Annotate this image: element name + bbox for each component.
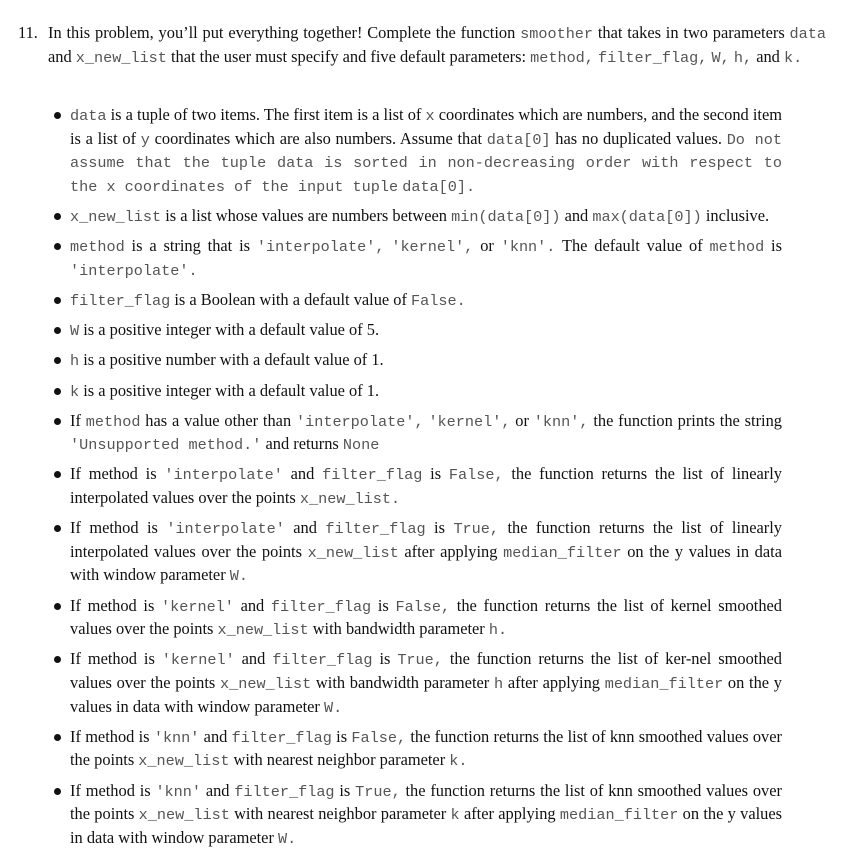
- code-token: method: [85, 412, 141, 431]
- prose-text: has no duplicated values.: [550, 128, 727, 148]
- list-item: [70, 205, 782, 229]
- code-token: x_new_list: [70, 207, 162, 226]
- code-token: x_new_list.: [299, 490, 401, 509]
- code-token: data[0]: [486, 130, 551, 149]
- code-token: min(data[0]): [451, 207, 561, 226]
- problem-11: [18, 22, 826, 69]
- code-token: 'kernel': [161, 597, 234, 616]
- code-token: 'kernel': [161, 651, 235, 670]
- code-token: x_new_list: [307, 543, 399, 562]
- code-token: k: [70, 382, 80, 401]
- prose-text: is: [422, 464, 449, 484]
- code-token: k.: [449, 752, 468, 771]
- list-item: [70, 726, 782, 773]
- code-token: median_filter: [503, 543, 622, 562]
- code-token: median_filter: [559, 806, 679, 825]
- code-token: max(data[0]): [592, 207, 702, 226]
- prose-text: If method is: [70, 464, 165, 484]
- list-item: [70, 410, 782, 457]
- code-token: 'knn',: [533, 412, 589, 431]
- code-token: False,: [351, 728, 407, 747]
- code-token: data: [789, 25, 826, 43]
- prose-text: after applying: [398, 541, 504, 561]
- prose-text: after applying: [459, 804, 560, 824]
- code-token: filter_flag: [70, 291, 171, 310]
- code-token: W.: [229, 567, 248, 586]
- prose-text: If method is: [70, 518, 167, 538]
- prose-text: and: [233, 595, 271, 615]
- code-token: W: [70, 322, 80, 341]
- prose-text: inclusive.: [701, 205, 770, 225]
- prose-text: If method is: [70, 595, 161, 615]
- code-token: 'knn'.: [500, 238, 556, 257]
- prose-text: has a value other than: [140, 410, 296, 430]
- prose-text: and: [201, 780, 235, 800]
- list-item: [70, 349, 782, 373]
- code-token: k.: [783, 48, 803, 67]
- code-token: 'knn': [155, 782, 202, 801]
- code-token: h,: [733, 48, 753, 67]
- prose-text: on the y values in data with window parameter: [70, 541, 782, 585]
- prose-text: is a string that is: [124, 236, 257, 256]
- code-token: filter_flag: [272, 651, 373, 670]
- code-token: median_filter: [604, 675, 724, 693]
- code-token: 'knn': [153, 728, 200, 747]
- prose-text: and: [282, 464, 323, 484]
- code-token: filter_flag: [270, 597, 372, 616]
- code-token: h: [70, 352, 80, 371]
- list-item: [70, 648, 782, 719]
- prose-text: with nearest neighbor parameter: [229, 804, 451, 824]
- code-token: smoother: [520, 25, 594, 43]
- prose-text: and: [48, 46, 76, 66]
- list-item: [70, 463, 782, 510]
- prose-text: is a list whose values are numbers between: [161, 205, 452, 225]
- prose-text: is: [764, 236, 782, 256]
- prose-text: is: [334, 780, 356, 800]
- code-token: filter_flag,: [598, 48, 708, 67]
- code-token: data: [70, 107, 107, 125]
- prose-text: is a positive integer with a default value of 5.: [79, 320, 380, 340]
- code-token: filter_flag: [231, 728, 332, 747]
- prose-text: on the y values in data with window parameter: [70, 673, 783, 716]
- prose-text: or: [510, 410, 534, 430]
- code-token: False.: [411, 291, 466, 310]
- prose-text: The default value of: [555, 236, 710, 256]
- code-token: 'kernel',: [428, 412, 511, 431]
- code-token: x_new_list: [138, 806, 230, 825]
- prose-text: with nearest neighbor parameter: [229, 750, 450, 770]
- code-token: Do not assume that the tuple data is sorted in non-decreasing order with respect to the x coordinates of the input tuple: [70, 130, 782, 196]
- prose-text: coordinates which are also numbers. Assume that: [149, 128, 487, 148]
- prose-text: In this problem, you’ll put everything together! Complete the function: [48, 23, 521, 42]
- prose-text: is a positive integer with a default value of 1.: [79, 380, 380, 400]
- prose-text: the function returns the list of knn smoothed values over the points: [70, 780, 782, 824]
- code-token: filter_flag: [234, 782, 335, 801]
- list-item: [70, 517, 782, 588]
- prose-text: with bandwidth parameter: [311, 673, 494, 692]
- prose-text: or: [473, 236, 501, 256]
- code-token: y: [140, 130, 150, 149]
- prose-text: is: [371, 595, 396, 615]
- prose-text: If: [70, 410, 86, 430]
- code-token: k: [450, 806, 460, 825]
- code-token: False,: [448, 466, 504, 485]
- prose-text: that the user must specify and five default parameters:: [166, 46, 531, 66]
- code-token: 'interpolate': [164, 466, 283, 485]
- list-item: [70, 595, 782, 642]
- code-token: True,: [453, 520, 500, 539]
- requirements-list: [70, 104, 782, 857]
- prose-text: and: [284, 518, 326, 538]
- list-item: [70, 104, 782, 198]
- prose-text: is: [425, 518, 454, 538]
- code-token: 'interpolate': [166, 520, 285, 539]
- prose-text: is a positive number with a default value of 1.: [79, 350, 384, 370]
- list-item: [70, 380, 782, 404]
- prose-text: and: [560, 205, 593, 225]
- code-token: method: [709, 238, 765, 257]
- prose-text: with bandwidth parameter: [308, 619, 489, 639]
- code-token: False,: [395, 597, 451, 616]
- prose-text: that takes in two parameters: [593, 23, 790, 42]
- prose-text: the function returns the list of ker-nel smoothed values over the points: [70, 649, 782, 692]
- prose-text: and: [199, 726, 232, 746]
- prose-text: If method is: [70, 649, 162, 669]
- code-token: method: [70, 238, 125, 257]
- prose-text: and: [234, 649, 273, 669]
- list-item: [70, 319, 782, 343]
- prose-text: and returns: [261, 434, 343, 454]
- code-token: True,: [355, 782, 401, 801]
- code-token: x: [425, 107, 435, 125]
- code-token: W.: [323, 698, 343, 717]
- prose-text: is: [372, 649, 398, 669]
- prose-text: on the y values in data with window parameter: [70, 804, 782, 847]
- prose-text: coordinates which are numbers, and the second item is a list of: [70, 105, 782, 148]
- code-token: W,: [711, 48, 730, 67]
- prose-text: the function returns the list of linearly interpolated values over the points: [70, 518, 782, 561]
- list-item: [70, 780, 782, 851]
- code-token: 'Unsupported method.': [70, 436, 262, 455]
- code-token: filter_flag: [325, 520, 426, 539]
- list-item: [70, 235, 782, 282]
- prose-text: the function returns the list of kernel smoothed values over the points: [70, 595, 782, 639]
- list-item: [70, 289, 782, 313]
- code-token: True,: [397, 651, 443, 670]
- prose-text: If method is: [70, 726, 154, 746]
- prose-text: is a Boolean with a default value of: [170, 289, 412, 309]
- prose-text: the function prints the string: [588, 410, 782, 430]
- problem-intro: [48, 22, 826, 69]
- code-token: None: [342, 436, 380, 455]
- code-token: x_new_list: [138, 752, 230, 771]
- prose-text: after applying: [503, 673, 605, 692]
- code-token: W.: [278, 829, 297, 848]
- prose-text: the function returns the list of knn smoothed values over the points: [70, 726, 782, 770]
- code-token: h: [493, 675, 504, 693]
- prose-text: is: [331, 726, 352, 746]
- problem-number: 11.: [18, 23, 38, 42]
- code-token: 'interpolate',: [256, 238, 385, 257]
- prose-text: is a tuple of two items. The first item is a list of: [106, 105, 426, 124]
- code-token: h.: [488, 621, 508, 640]
- code-token: 'interpolate',: [295, 412, 424, 431]
- prose-text: the function returns the list of linearly interpolated values over the points: [70, 464, 782, 508]
- code-token: x_new_list: [217, 621, 309, 640]
- prose-text: If method is: [70, 780, 156, 800]
- prose-text: and: [752, 46, 784, 66]
- code-token: filter_flag: [322, 466, 423, 485]
- code-token: method,: [530, 48, 594, 67]
- code-token: x_new_list: [75, 48, 167, 67]
- code-token: data[0].: [402, 177, 476, 196]
- code-token: 'interpolate'.: [70, 261, 198, 280]
- code-token: x_new_list: [220, 675, 312, 693]
- code-token: 'kernel',: [391, 238, 474, 257]
